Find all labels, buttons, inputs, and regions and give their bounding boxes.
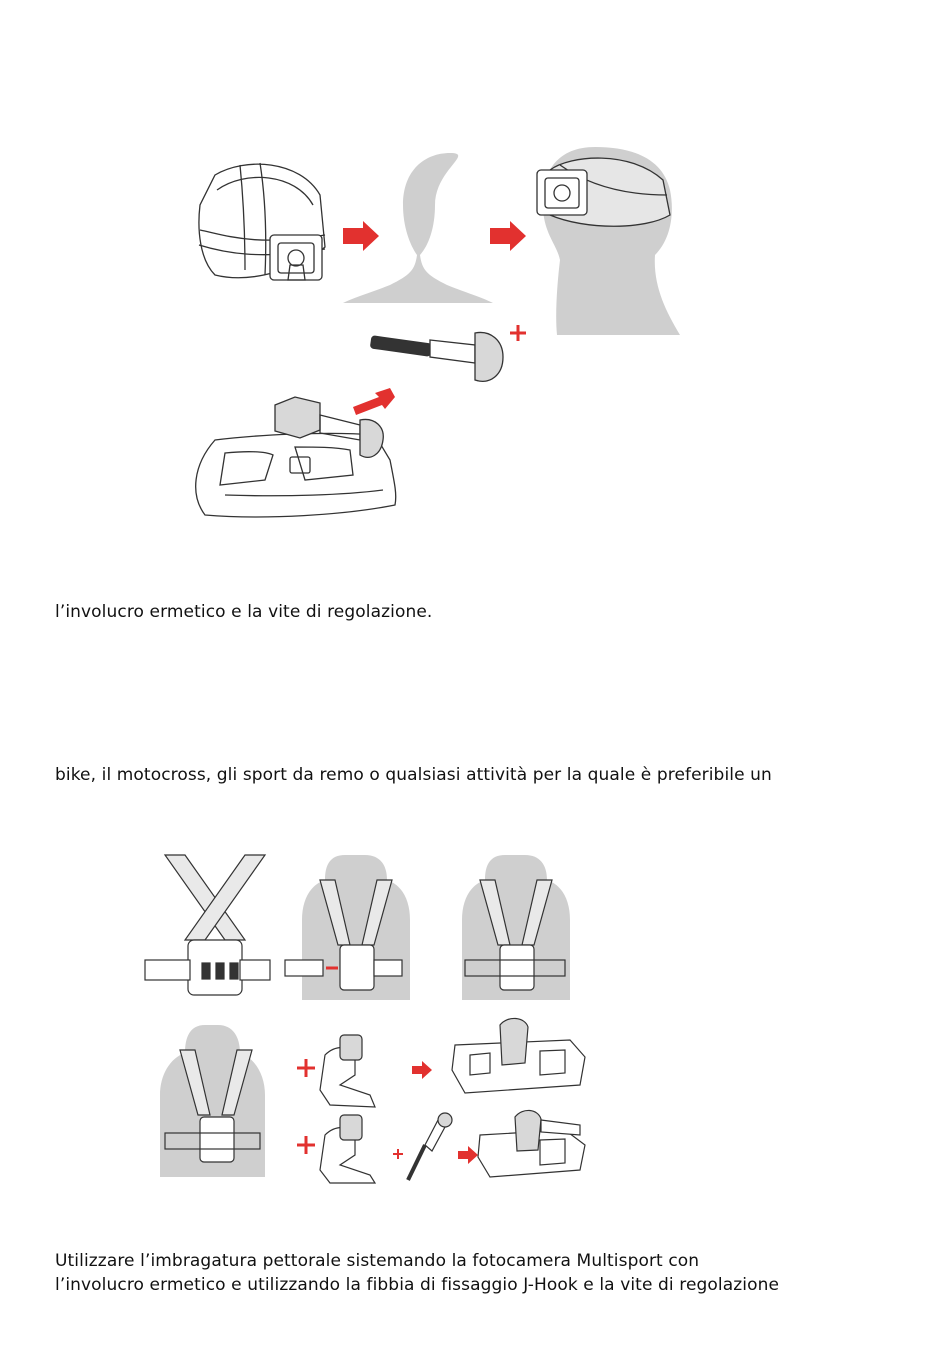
red-plus-icon: [297, 1059, 315, 1077]
assembled-mount-drawing: [478, 1110, 585, 1177]
assembled-mount-drawing: [452, 1018, 585, 1093]
paragraph-3-line-1: Utilizzare l’imbragatura pettorale sistemando la fotocamera Multisport con: [55, 1251, 700, 1271]
red-plus-icon: [510, 325, 526, 341]
paragraph-3-line-2: l’involucro ermetico e utilizzando la fibbia di fissaggio J-Hook e la vite di regolazione: [55, 1275, 780, 1295]
head-strap-illustration: [185, 135, 695, 555]
chest-harness-illustration: [140, 845, 600, 1185]
red-arrow-icon: [458, 1146, 478, 1164]
thumbscrew-drawing: [370, 332, 503, 381]
red-plus-icon: [297, 1136, 315, 1154]
harness-drawing: [145, 855, 270, 995]
head-strap-drawing: [199, 163, 325, 280]
red-arrow-icon: [412, 1061, 432, 1079]
j-hook-drawing: [320, 1035, 375, 1107]
paragraph-2: bike, il motocross, gli sport da remo o qualsiasi attività per la quale è preferibile un: [55, 765, 772, 785]
red-arrow-icon: [490, 221, 526, 251]
chest-harness-figure: [140, 845, 600, 1185]
small-thumbscrew-drawing: [408, 1113, 452, 1180]
curved-base-plate-drawing: [196, 397, 396, 517]
red-plus-icon: [393, 1149, 403, 1159]
j-hook-drawing: [320, 1115, 375, 1183]
red-arrow-icon: [353, 388, 395, 415]
paragraph-1: l’involucro ermetico e la vite di regolazione.: [55, 602, 433, 622]
red-arrow-icon: [343, 221, 379, 251]
head-strap-figure: [185, 135, 695, 555]
